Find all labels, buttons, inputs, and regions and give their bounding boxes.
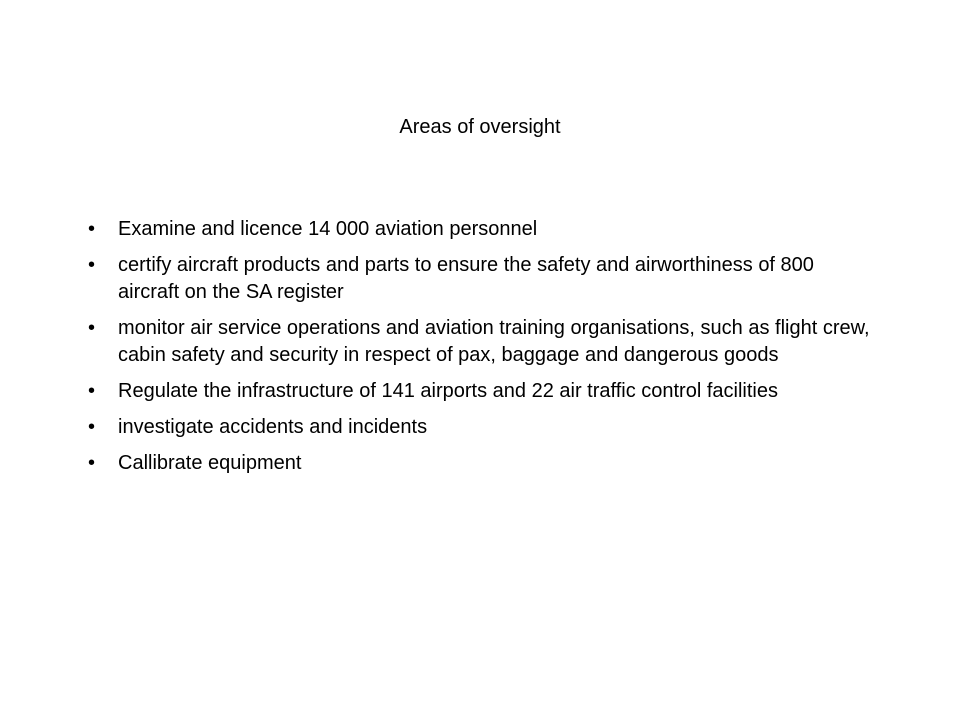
- bullet-marker-icon: •: [88, 380, 96, 402]
- bullet-text: Callibrate equipment: [118, 452, 302, 474]
- bullet-text: certify aircraft products and parts to ensure the safety and airworthiness of 800 aircraft on the SA register: [118, 254, 814, 303]
- bullet-marker-icon: •: [88, 317, 96, 339]
- bullet-item-monitor-operations: [88, 315, 878, 369]
- bullet-item-investigate-accidents: [88, 414, 878, 441]
- bullet-text: investigate accidents and incidents: [118, 416, 428, 438]
- bullet-text: Examine and licence 14 000 aviation personnel: [118, 218, 538, 240]
- bullet-list: [88, 216, 878, 486]
- bullet-marker-icon: •: [88, 218, 96, 240]
- bullet-marker-icon: •: [88, 416, 96, 438]
- bullet-marker-icon: •: [88, 254, 96, 276]
- bullet-text: Regulate the infrastructure of 141 airports and 22 air traffic control facilities: [118, 380, 778, 402]
- bullet-item-calibrate-equipment: [88, 450, 878, 477]
- bullet-marker-icon: •: [88, 452, 96, 474]
- slide-title: Areas of oversight: [399, 116, 561, 138]
- bullet-item-regulate-infrastructure: [88, 378, 878, 405]
- bullet-text: monitor air service operations and aviation training organisations, such as flight crew, cabin safety and security in respect of pax, baggage and dangerous goods: [118, 317, 870, 366]
- bullet-item-certify-aircraft: [88, 252, 878, 306]
- bullet-item-licence-personnel: [88, 216, 878, 243]
